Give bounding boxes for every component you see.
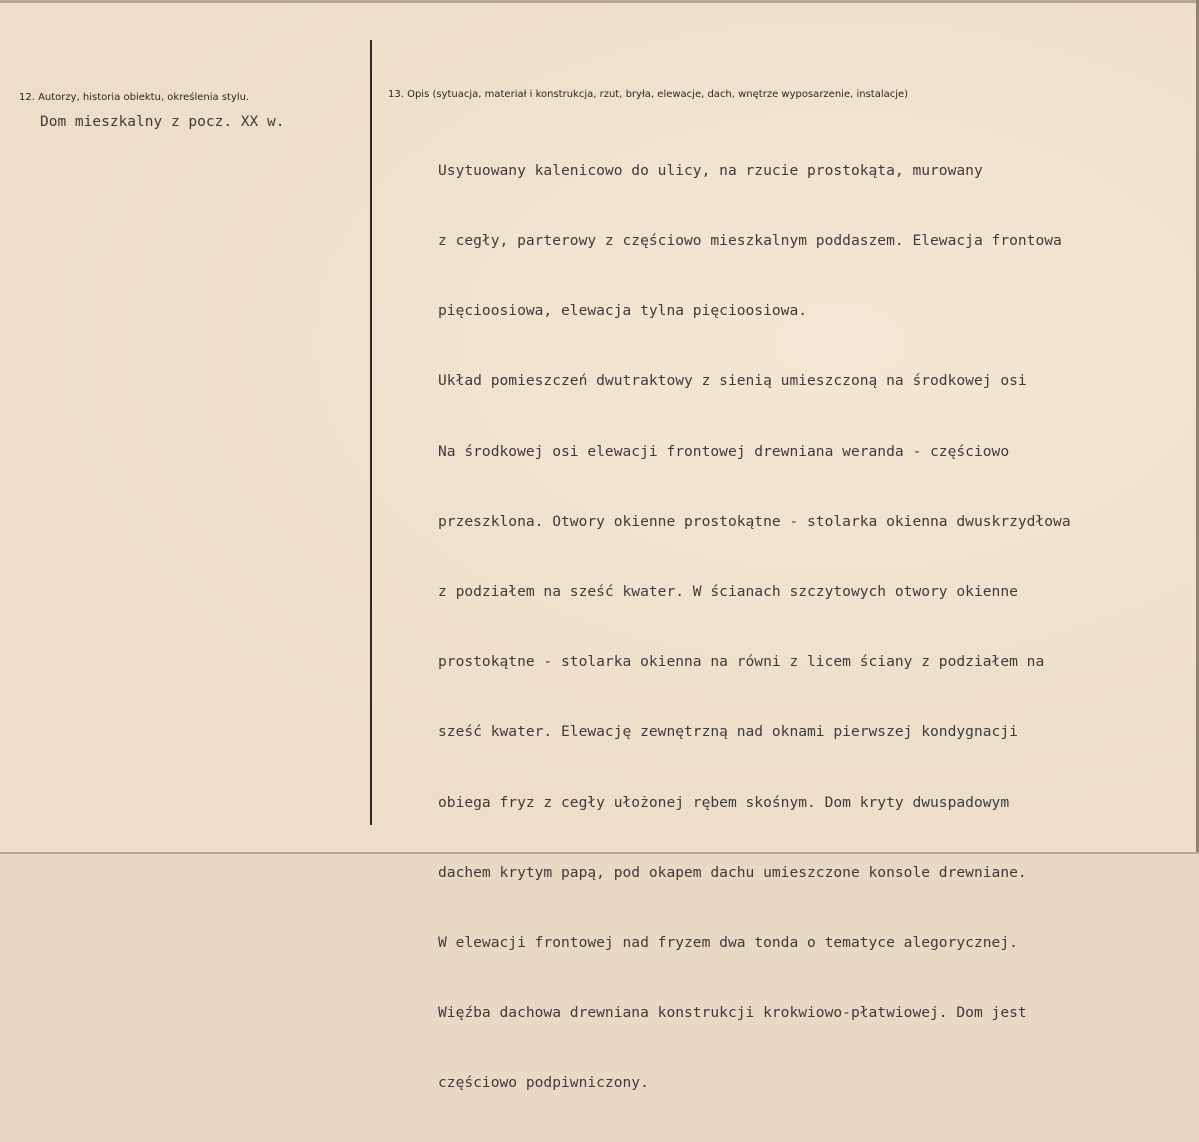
- section-13-label: 13. Opis (sytuacja, materiał i konstrukcja, rzut, bryła, elewacje, dach, wnętrze wyposarzenie, instalacje): [388, 89, 909, 100]
- section-12-label: 12. Autorzy, historia obiektu, określenia stylu.: [19, 92, 250, 103]
- description-line: W elewacji frontowej nad fryzem dwa tonda o tematyce alegorycznej.: [438, 934, 1018, 952]
- description-line: częściowo podpiwniczony.: [438, 1074, 649, 1092]
- description-line: obiega fryz z cegły ułożonej rębem skośnym. Dom kryty dwuspadowym: [438, 793, 1010, 811]
- description-line: przeszklona. Otwory okienne prostokątne - stolarka okienna dwuskrzydłowa: [438, 512, 1071, 530]
- description-line: sześć kwater. Elewację zewnętrzną nad oknami pierwszej kondygnacji: [438, 723, 1018, 741]
- description-line: Usytuowany kalenicowo do ulicy, na rzucie prostokąta, murowany: [438, 161, 983, 179]
- section-13-description: [438, 112, 1071, 1142]
- description-line: Więźba dachowa drewniana konstrukcji krokwiowo-płatwiowej. Dom jest: [438, 1004, 1027, 1022]
- section-12-value: Dom mieszkalny z pocz. XX w.: [40, 114, 285, 130]
- description-line: prostokątne - stolarka okienna na równi z licem ściany z podziałem na: [438, 653, 1045, 671]
- description-line: z cegły, parterowy z częściowo mieszkalnym poddaszem. Elewacja frontowa: [438, 232, 1062, 250]
- card-edge-top: [0, 0, 1199, 3]
- description-line: dachem krytym papą, pod okapem dachu umieszczone konsole drewniane.: [438, 863, 1027, 881]
- description-line: Na środkowej osi elewacji frontowej drewniana weranda - częściowo: [438, 442, 1010, 460]
- column-divider: [370, 40, 372, 825]
- description-line: z podziałem na sześć kwater. W ścianach szczytowych otwory okienne: [438, 583, 1018, 601]
- description-line: pięcioosiowa, elewacja tylna pięcioosiowa.: [438, 302, 808, 320]
- description-line: Układ pomieszczeń dwutraktowy z sienią umieszczoną na środkowej osi: [438, 372, 1027, 390]
